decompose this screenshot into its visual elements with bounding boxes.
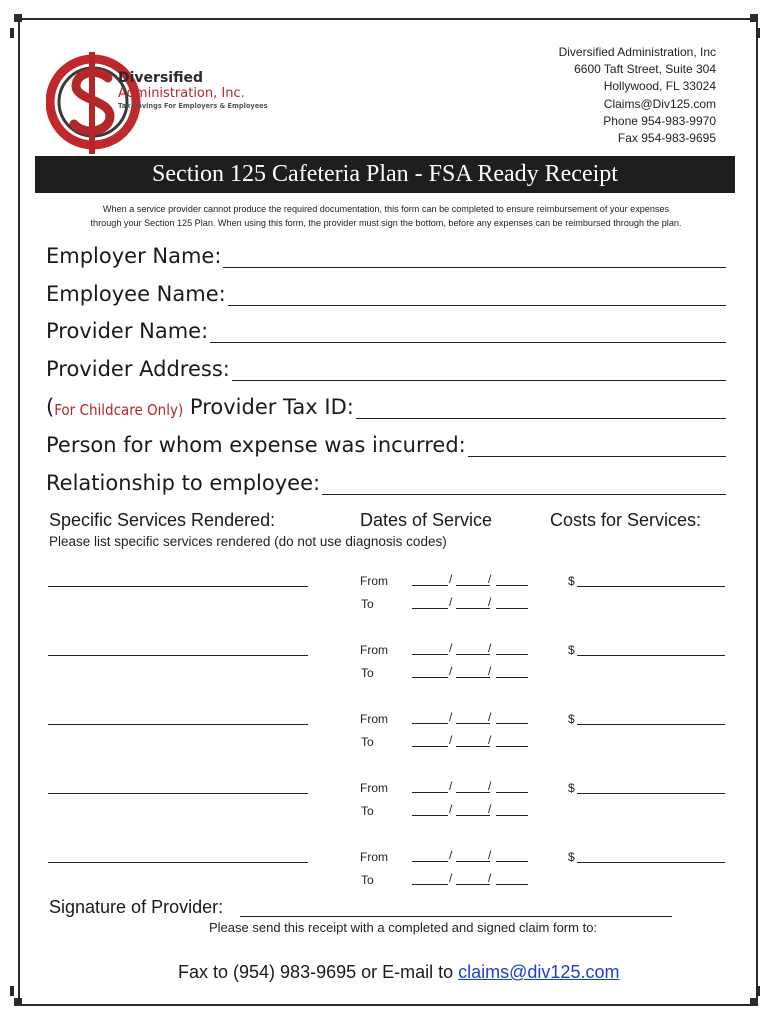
date-slash: / [488, 641, 492, 655]
to-label: To [361, 666, 374, 680]
date-input[interactable] [412, 574, 528, 586]
date-slash: / [488, 572, 492, 586]
date-slash: / [488, 848, 492, 862]
fill-line[interactable] [210, 318, 726, 343]
date-segment[interactable] [456, 792, 490, 793]
date-segment[interactable] [496, 677, 528, 678]
cost-input[interactable] [577, 655, 725, 656]
provider-tax-id-field[interactable] [46, 389, 726, 419]
date-slash: / [449, 802, 453, 816]
address-phone: Phone 954-983-9970 [603, 113, 716, 128]
date-segment[interactable] [412, 884, 448, 885]
date-segment[interactable] [496, 654, 528, 655]
date-segment[interactable] [412, 792, 448, 793]
logo-wordmark [118, 71, 268, 111]
dollar-sign: $ [568, 850, 575, 864]
intro-line: through your Section 125 Plan. When using this form, the provider must sign the bottom, before any expenses can be reimbursed through the plan. [90, 217, 682, 228]
send-note: Please send this receipt with a completed and signed claim form to: [209, 920, 598, 935]
cost-input[interactable] [577, 862, 725, 863]
employee-name-field[interactable] [46, 276, 726, 306]
border-tick [756, 28, 760, 38]
provider-address-field[interactable] [46, 351, 726, 381]
date-slash: / [449, 848, 453, 862]
corner-mark [750, 14, 758, 22]
intro-line: When a service provider cannot produce the required documentation, this form can be completed to ensure reimbursement of your expenses [102, 204, 670, 214]
corner-mark [14, 14, 22, 22]
costs-column-header: Costs for Services: [550, 510, 702, 530]
border-tick [756, 986, 760, 996]
service-line[interactable] [48, 862, 308, 863]
dollar-sign: $ [568, 781, 575, 795]
date-segment[interactable] [456, 677, 490, 678]
fax-email-line [178, 962, 619, 983]
from-label: From [360, 781, 388, 795]
signature-label: Signature of Provider: [49, 897, 224, 917]
date-segment[interactable] [456, 815, 490, 816]
date-segment[interactable] [412, 815, 448, 816]
field-label: Provider Address: [46, 357, 230, 381]
to-label: To [361, 804, 374, 818]
date-input[interactable] [412, 850, 528, 862]
services-column-header: Specific Services Rendered: [49, 510, 276, 530]
date-segment[interactable] [496, 884, 528, 885]
border-tick [10, 986, 14, 996]
logo-name: Diversified [118, 70, 203, 86]
service-line[interactable] [48, 655, 308, 656]
dollar-sign: $ [568, 574, 575, 588]
service-line[interactable] [48, 724, 308, 725]
field-label: Provider Tax ID: [183, 395, 354, 419]
date-slash: / [488, 710, 492, 724]
field-label: Employer Name: [46, 244, 222, 268]
date-slash: / [449, 572, 453, 586]
date-slash: / [488, 871, 492, 885]
to-label: To [361, 597, 374, 611]
date-segment[interactable] [496, 585, 528, 586]
date-slash: / [449, 871, 453, 885]
intro-text [36, 203, 736, 230]
cost-input[interactable] [577, 724, 725, 725]
date-segment[interactable] [456, 884, 490, 885]
fill-line[interactable] [223, 243, 726, 268]
paren: ( [46, 395, 55, 419]
to-label: To [361, 873, 374, 887]
address-fax: Fax 954-983-9695 [617, 131, 716, 146]
service-line[interactable] [48, 793, 308, 794]
corner-mark [14, 998, 22, 1006]
field-label: Provider Name: [46, 319, 209, 343]
date-input[interactable] [412, 873, 528, 885]
relationship-field[interactable] [46, 465, 726, 495]
date-slash: / [488, 779, 492, 793]
date-slash: / [449, 595, 453, 609]
provider-name-field[interactable] [46, 313, 726, 343]
fill-line[interactable] [468, 432, 726, 457]
form-title-banner: Section 125 Cafeteria Plan - FSA Ready Receipt [35, 156, 735, 193]
fill-line[interactable] [228, 281, 726, 306]
date-input[interactable] [412, 597, 528, 609]
from-label: From [360, 574, 388, 588]
date-segment[interactable] [412, 861, 448, 862]
date-slash: / [488, 664, 492, 678]
fill-line[interactable] [232, 356, 726, 381]
date-segment[interactable] [456, 861, 490, 862]
dollar-sign: $ [568, 712, 575, 726]
date-slash: / [488, 802, 492, 816]
date-input[interactable] [412, 666, 528, 678]
cost-input[interactable] [577, 793, 725, 794]
date-segment[interactable] [496, 746, 528, 747]
company-address [559, 44, 716, 147]
date-slash: / [449, 710, 453, 724]
field-label: Person for whom expense was incurred: [46, 433, 466, 457]
fill-line[interactable] [356, 394, 726, 419]
childcare-note: For Childcare Only) [54, 401, 184, 419]
date-segment[interactable] [496, 723, 528, 724]
date-segment[interactable] [496, 815, 528, 816]
border-tick [10, 28, 14, 38]
date-input[interactable] [412, 712, 528, 724]
date-segment[interactable] [412, 585, 448, 586]
from-label: From [360, 643, 388, 657]
date-slash: / [449, 733, 453, 747]
person-incurred-field[interactable] [46, 427, 726, 457]
date-input[interactable] [412, 735, 528, 747]
date-slash: / [488, 595, 492, 609]
date-segment[interactable] [456, 746, 490, 747]
date-slash: / [449, 664, 453, 678]
field-label: Employee Name: [46, 282, 226, 306]
from-label: From [360, 850, 388, 864]
logo-tagline: Tax Savings For Employers & Employees [118, 102, 268, 110]
service-line[interactable] [48, 586, 308, 587]
address-street: 6600 Taft Street, Suite 304 [574, 62, 716, 77]
date-segment[interactable] [496, 608, 528, 609]
field-label: Relationship to employee: [46, 471, 321, 495]
date-segment[interactable] [412, 654, 448, 655]
date-segment[interactable] [412, 677, 448, 678]
dates-column-header: Dates of Service [360, 510, 493, 530]
employer-name-field[interactable] [46, 238, 726, 268]
services-note: Please list specific services rendered (do not use diagnosis codes) [49, 534, 447, 549]
fill-line[interactable] [322, 470, 726, 495]
date-slash: / [488, 733, 492, 747]
date-segment[interactable] [456, 723, 490, 724]
corner-mark [750, 998, 758, 1006]
date-segment[interactable] [496, 792, 528, 793]
address-city: Hollywood, FL 33024 [603, 79, 716, 94]
date-segment[interactable] [456, 654, 490, 655]
date-slash: / [449, 641, 453, 655]
to-label: To [361, 735, 374, 749]
dollar-sign: $ [568, 643, 575, 657]
date-input[interactable] [412, 643, 528, 655]
signature-line[interactable] [240, 916, 672, 917]
address-email: Claims@Div125.com [603, 96, 716, 111]
fax-prefix: Fax to (954) 983-9695 or E-mail to [178, 962, 459, 982]
from-label: From [360, 712, 388, 726]
cost-input[interactable] [577, 586, 725, 587]
date-input[interactable] [412, 804, 528, 816]
email-link[interactable]: claims@div125.com [458, 962, 620, 982]
date-segment[interactable] [456, 608, 490, 609]
date-slash: / [449, 779, 453, 793]
date-input[interactable] [412, 781, 528, 793]
date-segment[interactable] [496, 861, 528, 862]
logo-name-sub: Administration, Inc. [118, 86, 245, 101]
date-segment[interactable] [412, 746, 448, 747]
date-segment[interactable] [412, 608, 448, 609]
address-company: Diversified Administration, Inc [558, 45, 716, 59]
date-segment[interactable] [456, 585, 490, 586]
date-segment[interactable] [412, 723, 448, 724]
